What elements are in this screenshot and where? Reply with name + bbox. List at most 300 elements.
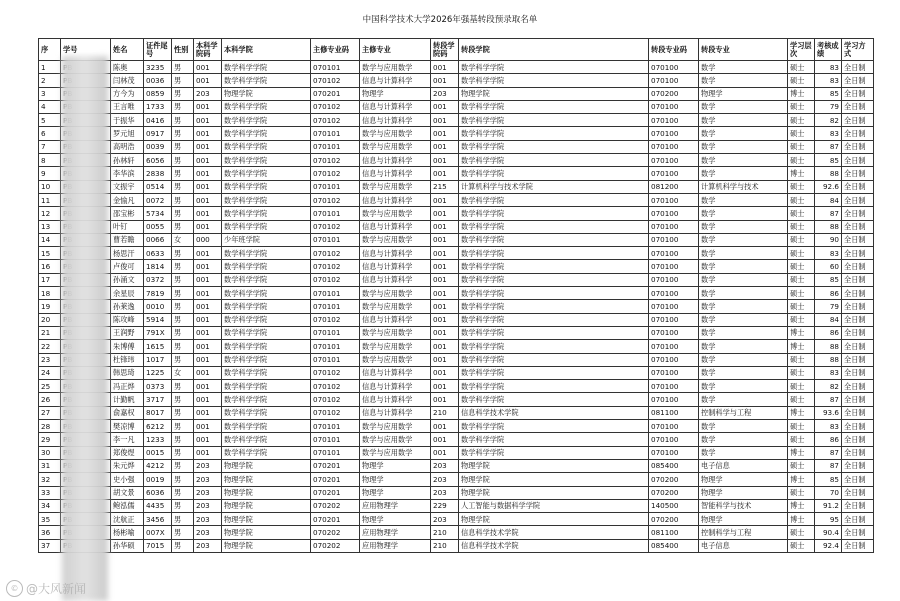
table-cell: 83	[815, 74, 842, 87]
table-cell: 70	[815, 486, 842, 499]
table-cell: 信息科学技术学院	[459, 539, 649, 552]
watermark-logo-icon: ©	[6, 580, 23, 597]
table-row	[39, 366, 874, 379]
table-cell: 数学	[699, 233, 788, 246]
table-cell: 070102	[311, 380, 360, 393]
column-header: 主修专业	[360, 39, 431, 61]
table-cell: 070100	[649, 61, 699, 74]
table-cell: 数学科学学院	[459, 393, 649, 406]
table-cell: 001	[431, 127, 459, 140]
table-cell: 6036	[144, 486, 172, 499]
table-cell: 229	[431, 499, 459, 512]
table-cell: 男	[172, 167, 194, 180]
table-cell: 87	[815, 140, 842, 153]
table-cell: 070100	[649, 366, 699, 379]
table-cell: 3456	[144, 513, 172, 526]
table-cell: 87	[815, 393, 842, 406]
table-cell: 0055	[144, 220, 172, 233]
table-cell: 数学科学学院	[459, 380, 649, 393]
table-cell: 001	[194, 420, 222, 433]
table-cell: 信息与计算科学	[360, 273, 431, 286]
table-cell: 博士	[788, 473, 815, 486]
table-cell: 85	[815, 473, 842, 486]
table-cell: 全日制	[842, 393, 874, 406]
table-cell: 203	[431, 87, 459, 100]
table-cell: 数学	[699, 353, 788, 366]
table-cell: 001	[194, 287, 222, 300]
table-cell: 全日制	[842, 486, 874, 499]
table-cell: 11	[39, 193, 61, 206]
table-cell: 070100	[649, 127, 699, 140]
table-cell: 数学与应用数学	[360, 446, 431, 459]
table-cell: 郑俊煜	[111, 446, 144, 459]
table-cell: 硕士	[788, 420, 815, 433]
table-cell: 203	[194, 473, 222, 486]
table-cell: 数学科学学院	[459, 340, 649, 353]
table-cell: 203	[431, 486, 459, 499]
table-cell: 男	[172, 313, 194, 326]
table-cell: 2	[39, 74, 61, 87]
table-cell: 数学科学学院	[222, 340, 311, 353]
column-header: 序	[39, 39, 61, 61]
table-cell: 001	[431, 207, 459, 220]
table-cell: 15	[39, 247, 61, 260]
table-cell: 081100	[649, 526, 699, 539]
table-row	[39, 233, 874, 246]
table-cell: 140500	[649, 499, 699, 512]
table-cell: 数学科学学院	[459, 366, 649, 379]
table-cell: 001	[431, 154, 459, 167]
table-cell: 24	[39, 366, 61, 379]
table-cell: 001	[431, 420, 459, 433]
table-cell: 数学	[699, 74, 788, 87]
table-cell: 数学科学学院	[222, 393, 311, 406]
table-cell: 博士	[788, 167, 815, 180]
table-cell: 79	[815, 300, 842, 313]
table-cell: 男	[172, 220, 194, 233]
table-cell: 001	[431, 193, 459, 206]
watermark	[6, 580, 86, 597]
table-cell: 2838	[144, 167, 172, 180]
table-cell: 数学与应用数学	[360, 127, 431, 140]
table-cell: 0514	[144, 180, 172, 193]
table-cell: 070101	[311, 326, 360, 339]
column-header: 证件尾号	[144, 39, 172, 61]
table-cell: 001	[194, 74, 222, 87]
table-cell: 数学科学学院	[222, 366, 311, 379]
table-cell: 数学科学学院	[459, 207, 649, 220]
table-cell: 数学科学学院	[459, 273, 649, 286]
table-cell: 070202	[311, 499, 360, 512]
table-row	[39, 180, 874, 193]
table-cell: 物理学	[360, 513, 431, 526]
table-cell: 博士	[788, 406, 815, 419]
table-cell: 0373	[144, 380, 172, 393]
table-row	[39, 380, 874, 393]
table-cell: 070102	[311, 313, 360, 326]
table-cell: 全日制	[842, 420, 874, 433]
table-cell: 物理学院	[222, 499, 311, 512]
table-cell: 电子信息	[699, 539, 788, 552]
table-cell: 计算机科学与技术	[699, 180, 788, 193]
table-cell: 信息与计算科学	[360, 247, 431, 260]
table-cell: 86	[815, 326, 842, 339]
column-header: 转段学院码	[431, 39, 459, 61]
table-cell: 硕士	[788, 393, 815, 406]
table-cell: 全日制	[842, 446, 874, 459]
table-cell: 男	[172, 140, 194, 153]
table-cell: 数学	[699, 154, 788, 167]
table-row	[39, 74, 874, 87]
table-cell: 070101	[311, 353, 360, 366]
table-cell: 001	[431, 273, 459, 286]
table-cell: 001	[194, 140, 222, 153]
table-row	[39, 300, 874, 313]
table-cell: 信息与计算科学	[360, 366, 431, 379]
table-cell: 硕士	[788, 353, 815, 366]
table-cell: 硕士	[788, 207, 815, 220]
table-cell: 6	[39, 127, 61, 140]
column-header: 主修专业码	[311, 39, 360, 61]
table-cell: 19	[39, 300, 61, 313]
table-cell: 硕士	[788, 114, 815, 127]
table-cell: 070100	[649, 420, 699, 433]
table-cell: 少年班学院	[222, 233, 311, 246]
table-cell: 0416	[144, 114, 172, 127]
table-cell: 001	[194, 247, 222, 260]
table-cell: 孙华硕	[111, 539, 144, 552]
table-cell: 数学科学学院	[459, 100, 649, 113]
table-cell: 7015	[144, 539, 172, 552]
table-cell: 硕士	[788, 220, 815, 233]
table-cell: 001	[194, 353, 222, 366]
table-cell: 信息与计算科学	[360, 313, 431, 326]
table-cell: 数学	[699, 287, 788, 300]
table-row	[39, 353, 874, 366]
table-cell: 硕士	[788, 260, 815, 273]
table-cell: 215	[431, 180, 459, 193]
table-cell: 男	[172, 300, 194, 313]
table-cell: 韩思琦	[111, 366, 144, 379]
column-header: 姓名	[111, 39, 144, 61]
table-cell: 001	[431, 366, 459, 379]
table-cell: 070100	[649, 74, 699, 87]
table-cell: 001	[431, 353, 459, 366]
table-cell: 数学	[699, 100, 788, 113]
column-header: 学习方式	[842, 39, 874, 61]
table-cell: 男	[172, 260, 194, 273]
table-cell: 0859	[144, 87, 172, 100]
table-cell: 4212	[144, 459, 172, 472]
table-cell: 物理学院	[222, 87, 311, 100]
table-cell: 数学与应用数学	[360, 207, 431, 220]
table-cell: 男	[172, 539, 194, 552]
table-cell: 070101	[311, 287, 360, 300]
table-cell: 信息与计算科学	[360, 154, 431, 167]
table-cell: 男	[172, 340, 194, 353]
table-row	[39, 220, 874, 233]
table-cell: 001	[194, 446, 222, 459]
table-cell: 070100	[649, 140, 699, 153]
table-cell: 物理学院	[459, 486, 649, 499]
table-cell: 070100	[649, 313, 699, 326]
table-cell: 070100	[649, 193, 699, 206]
table-cell: 人工智能与数据科学学院	[459, 499, 649, 512]
table-cell: 070201	[311, 473, 360, 486]
table-row	[39, 140, 874, 153]
table-cell: 史小强	[111, 473, 144, 486]
table-cell: 硕士	[788, 127, 815, 140]
table-cell: 26	[39, 393, 61, 406]
table-cell: 4	[39, 100, 61, 113]
table-cell: 数学科学学院	[222, 446, 311, 459]
table-cell: 全日制	[842, 167, 874, 180]
table-cell: 数学科学学院	[222, 127, 311, 140]
table-cell: 沈航正	[111, 513, 144, 526]
table-cell: 陈攻峰	[111, 313, 144, 326]
table-cell: 081200	[649, 180, 699, 193]
table-cell: 070100	[649, 353, 699, 366]
table-cell: 33	[39, 486, 61, 499]
table-cell: 孙涌文	[111, 273, 144, 286]
table-cell: 王润野	[111, 326, 144, 339]
table-cell: 86	[815, 433, 842, 446]
table-cell: 001	[194, 193, 222, 206]
table-cell: 001	[194, 61, 222, 74]
table-cell: 070201	[311, 87, 360, 100]
table-cell: 070100	[649, 446, 699, 459]
table-cell: 83	[815, 366, 842, 379]
table-cell: 001	[194, 433, 222, 446]
table-cell: 数学	[699, 260, 788, 273]
table-cell: 男	[172, 114, 194, 127]
table-cell: 79	[815, 100, 842, 113]
table-cell: 60	[815, 260, 842, 273]
table-cell: 物理学	[360, 473, 431, 486]
table-cell: 数学科学学院	[222, 167, 311, 180]
table-cell: 83	[815, 247, 842, 260]
table-cell: 001	[431, 220, 459, 233]
table-cell: 001	[431, 380, 459, 393]
table-cell: 硕士	[788, 154, 815, 167]
table-cell: 物理学	[360, 459, 431, 472]
table-row	[39, 340, 874, 353]
table-cell: 数学科学学院	[222, 180, 311, 193]
table-cell: 罗元旭	[111, 127, 144, 140]
table-cell: 18	[39, 287, 61, 300]
table-cell: 数学科学学院	[459, 326, 649, 339]
table-cell: 数学科学学院	[459, 220, 649, 233]
table-cell: 3	[39, 87, 61, 100]
table-row	[39, 114, 874, 127]
table-cell: 全日制	[842, 61, 874, 74]
table-cell: 全日制	[842, 154, 874, 167]
table-cell: 203	[431, 473, 459, 486]
table-cell: 数学	[699, 446, 788, 459]
table-cell: 070201	[311, 513, 360, 526]
table-cell: 数学	[699, 300, 788, 313]
table-cell: 应用物理学	[360, 499, 431, 512]
table-cell: 男	[172, 380, 194, 393]
table-cell: 硕士	[788, 380, 815, 393]
table-cell: 控制科学与工程	[699, 406, 788, 419]
table-cell: 数学	[699, 393, 788, 406]
table-cell: 6212	[144, 420, 172, 433]
table-cell: 数学科学学院	[222, 300, 311, 313]
table-cell: 001	[431, 140, 459, 153]
table-cell: 全日制	[842, 193, 874, 206]
table-cell: 全日制	[842, 473, 874, 486]
table-cell: 信息与计算科学	[360, 393, 431, 406]
table-cell: 203	[194, 486, 222, 499]
table-cell: 001	[194, 326, 222, 339]
table-cell: 88	[815, 340, 842, 353]
table-cell: 数学科学学院	[222, 287, 311, 300]
table-cell: 85	[815, 273, 842, 286]
table-cell: 070200	[649, 486, 699, 499]
table-cell: 物理学	[699, 486, 788, 499]
table-cell: 36	[39, 526, 61, 539]
table-cell: 001	[431, 326, 459, 339]
table-cell: 硕士	[788, 247, 815, 260]
table-cell: 0917	[144, 127, 172, 140]
table-cell: 数学科学学院	[459, 167, 649, 180]
table-cell: 001	[194, 127, 222, 140]
table-cell: 朱博傅	[111, 340, 144, 353]
table-cell: 88	[815, 167, 842, 180]
table-cell: 数学科学学院	[222, 220, 311, 233]
table-cell: 数学科学学院	[222, 61, 311, 74]
table-cell: 男	[172, 273, 194, 286]
table-row	[39, 539, 874, 552]
table-cell: 88	[815, 353, 842, 366]
table-cell: 全日制	[842, 459, 874, 472]
table-cell: 物理学	[699, 513, 788, 526]
table-cell: 070100	[649, 273, 699, 286]
table-cell: 31	[39, 459, 61, 472]
table-cell: 070100	[649, 100, 699, 113]
table-cell: 数学与应用数学	[360, 180, 431, 193]
table-cell: 数学科学学院	[459, 300, 649, 313]
table-cell: 物理学	[699, 473, 788, 486]
table-cell: 博士	[788, 499, 815, 512]
table-cell: 070100	[649, 300, 699, 313]
table-cell: 203	[194, 499, 222, 512]
table-cell: 物理学院	[459, 87, 649, 100]
table-cell: 卢俊可	[111, 260, 144, 273]
table-cell: 070101	[311, 233, 360, 246]
table-cell: 硕士	[788, 140, 815, 153]
table-cell: 17	[39, 273, 61, 286]
table-cell: 90.4	[815, 526, 842, 539]
table-cell: 物理学院	[222, 486, 311, 499]
table-cell: 数学科学学院	[459, 154, 649, 167]
table-cell: 1233	[144, 433, 172, 446]
table-cell: 070100	[649, 154, 699, 167]
table-cell: 数学科学学院	[222, 353, 311, 366]
table-cell: 203	[194, 526, 222, 539]
table-cell: 女	[172, 366, 194, 379]
table-cell: 全日制	[842, 207, 874, 220]
table-cell: 俞嘉权	[111, 406, 144, 419]
table-cell: 070102	[311, 406, 360, 419]
table-cell: 10	[39, 180, 61, 193]
watermark-text: @大风新闻	[26, 582, 87, 596]
table-cell: 070101	[311, 207, 360, 220]
table-cell: 数学科学学院	[459, 353, 649, 366]
table-cell: 0072	[144, 193, 172, 206]
table-cell: 9	[39, 167, 61, 180]
table-cell: 16	[39, 260, 61, 273]
table-cell: 001	[194, 207, 222, 220]
table-cell: 数学	[699, 273, 788, 286]
table-cell: 孙莱逸	[111, 300, 144, 313]
table-cell: 数学科学学院	[222, 100, 311, 113]
table-cell: 070100	[649, 220, 699, 233]
table-cell: 070101	[311, 180, 360, 193]
table-cell: 男	[172, 406, 194, 419]
table-cell: 信息与计算科学	[360, 114, 431, 127]
table-cell: 信息科学技术学院	[459, 406, 649, 419]
table-cell: 35	[39, 513, 61, 526]
table-cell: 081100	[649, 406, 699, 419]
table-cell: 全日制	[842, 233, 874, 246]
table-cell: 数学科学学院	[459, 446, 649, 459]
table-cell: 5734	[144, 207, 172, 220]
column-header: 本科学院	[222, 39, 311, 61]
table-cell: 硕士	[788, 366, 815, 379]
table-cell: 070200	[649, 473, 699, 486]
table-cell: 物理学院	[459, 473, 649, 486]
table-cell: 金愉凡	[111, 193, 144, 206]
table-cell: 信息与计算科学	[360, 193, 431, 206]
table-cell: 070101	[311, 420, 360, 433]
table-cell: 女	[172, 233, 194, 246]
column-header: 学号	[61, 39, 111, 61]
table-cell: 文振宇	[111, 180, 144, 193]
table-cell: 22	[39, 340, 61, 353]
table-cell: 1225	[144, 366, 172, 379]
table-cell: 男	[172, 486, 194, 499]
table-row	[39, 420, 874, 433]
table-cell: 91.2	[815, 499, 842, 512]
table-cell: 硕士	[788, 433, 815, 446]
table-cell: 数学科学学院	[459, 193, 649, 206]
table-cell: 0372	[144, 273, 172, 286]
table-cell: 数学	[699, 61, 788, 74]
table-cell: 001	[431, 260, 459, 273]
table-cell: 070102	[311, 193, 360, 206]
table-cell: 1615	[144, 340, 172, 353]
table-cell: 203	[194, 513, 222, 526]
table-cell: 001	[194, 154, 222, 167]
table-cell: 070100	[649, 247, 699, 260]
column-header: 转段专业码	[649, 39, 699, 61]
table-row	[39, 459, 874, 472]
table-cell: 胡文景	[111, 486, 144, 499]
table-cell: 070100	[649, 114, 699, 127]
table-cell: 001	[194, 220, 222, 233]
table-cell: 男	[172, 393, 194, 406]
table-cell: 070101	[311, 127, 360, 140]
table-cell: 数学科学学院	[459, 287, 649, 300]
table-cell: 数学	[699, 340, 788, 353]
table-cell: 92.6	[815, 180, 842, 193]
table-cell: 1814	[144, 260, 172, 273]
table-row	[39, 486, 874, 499]
table-cell: 001	[194, 366, 222, 379]
table-cell: 全日制	[842, 300, 874, 313]
